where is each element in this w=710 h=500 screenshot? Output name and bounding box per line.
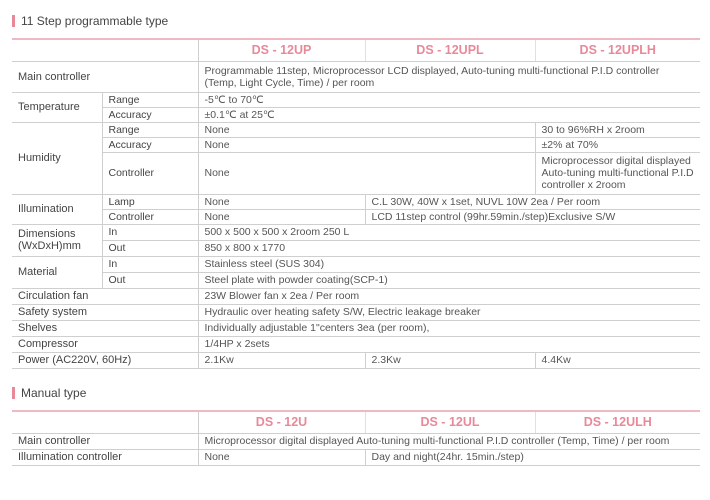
dimensions-in-label: In [102, 224, 198, 240]
programmable-title: 11 Step programmable type [21, 14, 169, 28]
temperature-accuracy-row [12, 107, 700, 122]
main-controller-value: Programmable 11step, Microprocessor LCD displayed, Auto-tuning multi-functional P.I.D controller (Temp, Light Cycle, Time) / per room [198, 61, 700, 92]
humidity-controller-row [12, 152, 700, 194]
humidity-accuracy-uplh: ±2% at 70% [535, 137, 700, 152]
manual-illumination-label: Illumination controller [12, 449, 198, 465]
temperature-accuracy-label: Accuracy [102, 107, 198, 122]
illumination-lamp-none: None [198, 194, 365, 209]
safety-system-row [12, 304, 700, 320]
power-uplh: 4.4Kw [535, 352, 700, 368]
temperature-range-row [12, 92, 700, 107]
section-marker [12, 387, 15, 399]
manual-spec-table [12, 412, 700, 466]
humidity-accuracy-none: None [198, 137, 535, 152]
dimensions-label: Dimensions (WxDxH)mm [12, 224, 102, 256]
temperature-label: Temperature [12, 92, 102, 122]
dimensions-out-value: 850 x 800 x 1770 [198, 240, 700, 256]
illumination-controller-none: None [198, 209, 365, 224]
temperature-range-value: -5℃ to 70℃ [198, 92, 700, 107]
model-ds-12upl: DS - 12UPL [365, 40, 535, 61]
power-up: 2.1Kw [198, 352, 365, 368]
programmable-spec-table [12, 40, 700, 369]
safety-system-label: Safety system [12, 304, 198, 320]
programmable-section-title [12, 14, 168, 28]
safety-system-value: Hydraulic over heating safety S/W, Electric leakage breaker [198, 304, 700, 320]
illumination-label: Illumination [12, 194, 102, 224]
humidity-controller-none: None [198, 152, 535, 194]
material-label: Material [12, 256, 102, 288]
power-upl: 2.3Kw [365, 352, 535, 368]
compressor-value: 1/4HP x 2sets [198, 336, 700, 352]
dimensions-in-row [12, 224, 700, 240]
humidity-range-uplh: 30 to 96%RH x 2room [535, 122, 700, 137]
manual-main-controller-label: Main controller [12, 433, 198, 449]
manual-title: Manual type [21, 386, 87, 400]
illumination-controller-value: LCD 11step control (99hr.59min./step)Exclusive S/W [365, 209, 700, 224]
humidity-accuracy-row [12, 137, 700, 152]
illumination-lamp-value: C.L 30W, 40W x 1set, NUVL 10W 2ea / Per room [365, 194, 700, 209]
model-header-row [12, 40, 700, 61]
dimensions-in-value: 500 x 500 x 500 x 2room 250 L [198, 224, 700, 240]
illumination-lamp-row [12, 194, 700, 209]
humidity-range-none: None [198, 122, 535, 137]
power-label: Power (AC220V, 60Hz) [12, 352, 198, 368]
circulation-fan-row [12, 288, 700, 304]
model-ds-12up: DS - 12UP [198, 40, 365, 61]
model-ds-12ulh: DS - 12ULH [535, 412, 700, 433]
model-ds-12ul: DS - 12UL [365, 412, 535, 433]
manual-model-header-row [12, 412, 700, 433]
manual-illumination-none: None [198, 449, 365, 465]
material-out-value: Steel plate with powder coating(SCP-1) [198, 272, 700, 288]
illumination-lamp-label: Lamp [102, 194, 198, 209]
illumination-controller-label: Controller [102, 209, 198, 224]
model-ds-12u: DS - 12U [198, 412, 365, 433]
humidity-controller-label: Controller [102, 152, 198, 194]
dimensions-out-row [12, 240, 700, 256]
header-blank [12, 412, 198, 433]
main-controller-label: Main controller [12, 61, 198, 92]
material-in-label: In [102, 256, 198, 272]
power-row [12, 352, 700, 368]
section-marker [12, 15, 15, 27]
manual-illumination-value: Day and night(24hr. 15min./step) [365, 449, 700, 465]
illumination-controller-row [12, 209, 700, 224]
material-in-value: Stainless steel (SUS 304) [198, 256, 700, 272]
manual-main-controller-value: Microprocessor digital displayed Auto-tuning multi-functional P.I.D controller (Temp, Time) / per room [198, 433, 700, 449]
dimensions-out-label: Out [102, 240, 198, 256]
shelves-label: Shelves [12, 320, 198, 336]
temperature-accuracy-value: ±0.1℃ at 25℃ [198, 107, 700, 122]
humidity-range-label: Range [102, 122, 198, 137]
compressor-row [12, 336, 700, 352]
manual-illumination-row [12, 449, 700, 465]
humidity-accuracy-label: Accuracy [102, 137, 198, 152]
temperature-range-label: Range [102, 92, 198, 107]
manual-section-title [12, 386, 86, 400]
material-in-row [12, 256, 700, 272]
header-blank [12, 40, 198, 61]
material-out-label: Out [102, 272, 198, 288]
main-controller-row [12, 61, 700, 92]
compressor-label: Compressor [12, 336, 198, 352]
circulation-fan-value: 23W Blower fan x 2ea / Per room [198, 288, 700, 304]
shelves-value: Individually adjustable 1"centers 3ea (per room), [198, 320, 700, 336]
manual-main-controller-row [12, 433, 700, 449]
model-ds-12uplh: DS - 12UPLH [535, 40, 700, 61]
material-out-row [12, 272, 700, 288]
humidity-range-row [12, 122, 700, 137]
shelves-row [12, 320, 700, 336]
circulation-fan-label: Circulation fan [12, 288, 198, 304]
humidity-label: Humidity [12, 122, 102, 194]
humidity-controller-uplh: Microprocessor digital displayed Auto-tuning multi-functional P.I.D controller x 2room [535, 152, 700, 194]
